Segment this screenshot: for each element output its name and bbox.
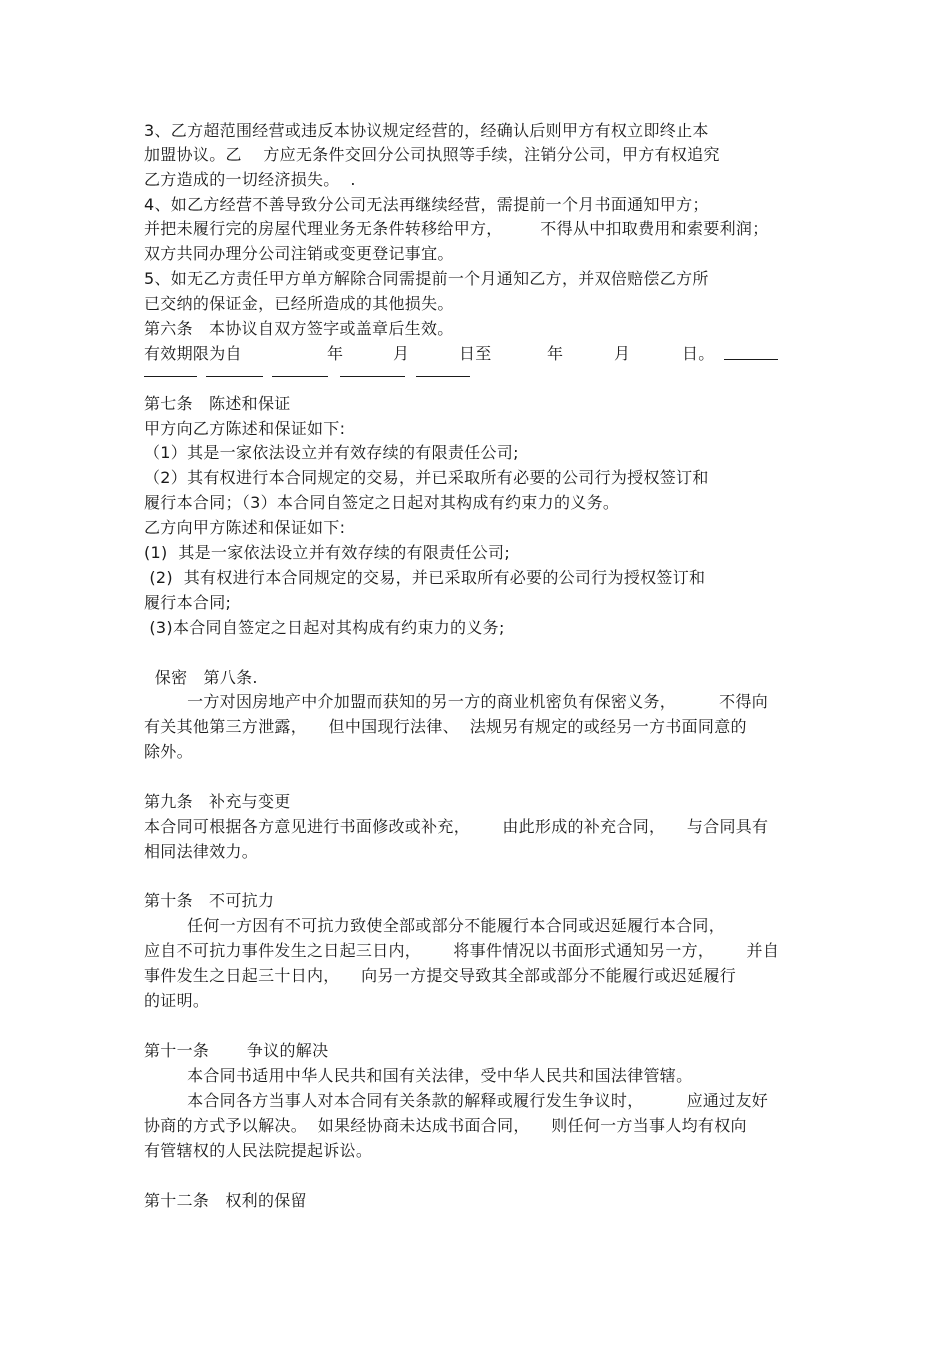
article-7-line: 履行本合同; (144, 593, 232, 612)
article-9-line: 本合同可根据各方意见进行书面修改或补充， 由此形成的补充合同， 与合同具有 (144, 817, 769, 836)
article-10-line: 任何一方因有不可抗力致使全部或部分不能履行本合同或迟延履行本合同， (144, 916, 725, 935)
signature-blank-line (724, 359, 778, 360)
clause-item-5-line-1: 5、如无乙方责任甲方单方解除合同需提前一个月通知乙方，并双倍赔偿乙方所 (144, 269, 709, 288)
validity-day-to: 日至 (459, 344, 492, 363)
article-7-line: （1）其是一家依法设立并有效存续的有限责任公司; (144, 443, 519, 462)
clause-item-4-line-2: 并把未履行完的房屋代理业务无条件转移给甲方， 不得从中扣取费用和索要利润； (144, 219, 769, 238)
validity-year-1: 年 (327, 344, 344, 363)
signature-blank-line (416, 376, 470, 377)
article-10-line: 事件发生之日起三十日内， 向另一方提交导致其全部或部分不能履行或迟延履行 (144, 966, 737, 985)
clause-item-5-line-2: 已交纳的保证金，已经所造成的其他损失。 (144, 294, 454, 313)
article-7-line: 甲方向乙方陈述和保证如下: (144, 419, 346, 438)
article-7-line: （2）其有权进行本合同规定的交易，并已采取所有必要的公司行为授权签订和 (144, 468, 709, 487)
article-12-heading: 第十二条 权利的保留 (144, 1191, 307, 1210)
signature-blank-line (340, 376, 405, 377)
clause-item-3-line-1: 3、乙方超范围经营或违反本协议规定经营的，经确认后则甲方有权立即终止本 (144, 121, 709, 140)
validity-label: 有效期限为自 (144, 344, 242, 363)
article-9-line: 相同法律效力。 (144, 842, 259, 861)
article-7-line: 履行本合同；（3）本合同自签定之日起对其构成有约束力的义务。 (144, 493, 620, 512)
clause-item-3-line-3: 乙方造成的一切经济损失。 . (144, 170, 356, 189)
signature-blank-line (144, 376, 197, 377)
article-10-line: 的证明。 (144, 991, 210, 1010)
validity-year-2: 年 (547, 344, 564, 363)
clause-item-4-line-1: 4、如乙方经营不善导致分公司无法再继续经营，需提前一个月书面通知甲方； (144, 195, 709, 214)
article-11-line: 本合同各方当事人对本合同有关条款的解释或履行发生争议时， 应通过友好 (144, 1091, 769, 1110)
article-7-heading: 第七条 陈述和保证 (144, 394, 291, 413)
article-7-line: 乙方向甲方陈述和保证如下: (144, 518, 346, 537)
article-7-line: (1) 其是一家依法设立并有效存续的有限责任公司; (144, 543, 511, 562)
article-11-line: 本合同书适用中华人民共和国有关法律，受中华人民共和国法律管辖。 (144, 1066, 693, 1085)
validity-month-2: 月 (614, 344, 631, 363)
article-8-line: 一方对因房地产中介加盟而获知的另一方的商业机密负有保密义务， 不得向 (144, 692, 769, 711)
article-8-heading: 保密 第八条. (144, 668, 258, 687)
article-6-text: 第六条 本协议自双方签字或盖章后生效。 (144, 319, 454, 338)
article-10-line: 应自不可抗力事件发生之日起三日内， 将事件情况以书面形式通知另一方， 并自 (144, 941, 780, 960)
article-9-heading: 第九条 补充与变更 (144, 792, 291, 811)
validity-month-1: 月 (393, 344, 410, 363)
article-8-line: 有关其他第三方泄露， 但中国现行法律、 法规另有规定的或经另一方书面同意的 (144, 717, 747, 736)
signature-blank-line (206, 376, 263, 377)
article-11-line: 协商的方式予以解决。 如果经协商未达成书面合同， 则任何一方当事人均有权向 (144, 1116, 747, 1135)
article-7-line: (3)本合同自签定之日起对其构成有约束力的义务; (144, 618, 505, 637)
clause-item-3-line-2: 加盟协议。乙 方应无条件交回分公司执照等手续，注销分公司，甲方有权追究 (144, 145, 720, 164)
validity-day-2: 日。 (682, 344, 715, 363)
article-8-line: 除外。 (144, 742, 193, 761)
signature-blank-line (272, 376, 328, 377)
article-11-line: 有管辖权的人民法院提起诉讼。 (144, 1141, 373, 1160)
clause-item-4-line-3: 双方共同办理分公司注销或变更登记事宜。 (144, 244, 454, 263)
article-11-heading: 第十一条 争议的解决 (144, 1041, 329, 1060)
article-7-line: (2) 其有权进行本合同规定的交易，并已采取所有必要的公司行为授权签订和 (144, 568, 706, 587)
article-10-heading: 第十条 不可抗力 (144, 891, 275, 910)
